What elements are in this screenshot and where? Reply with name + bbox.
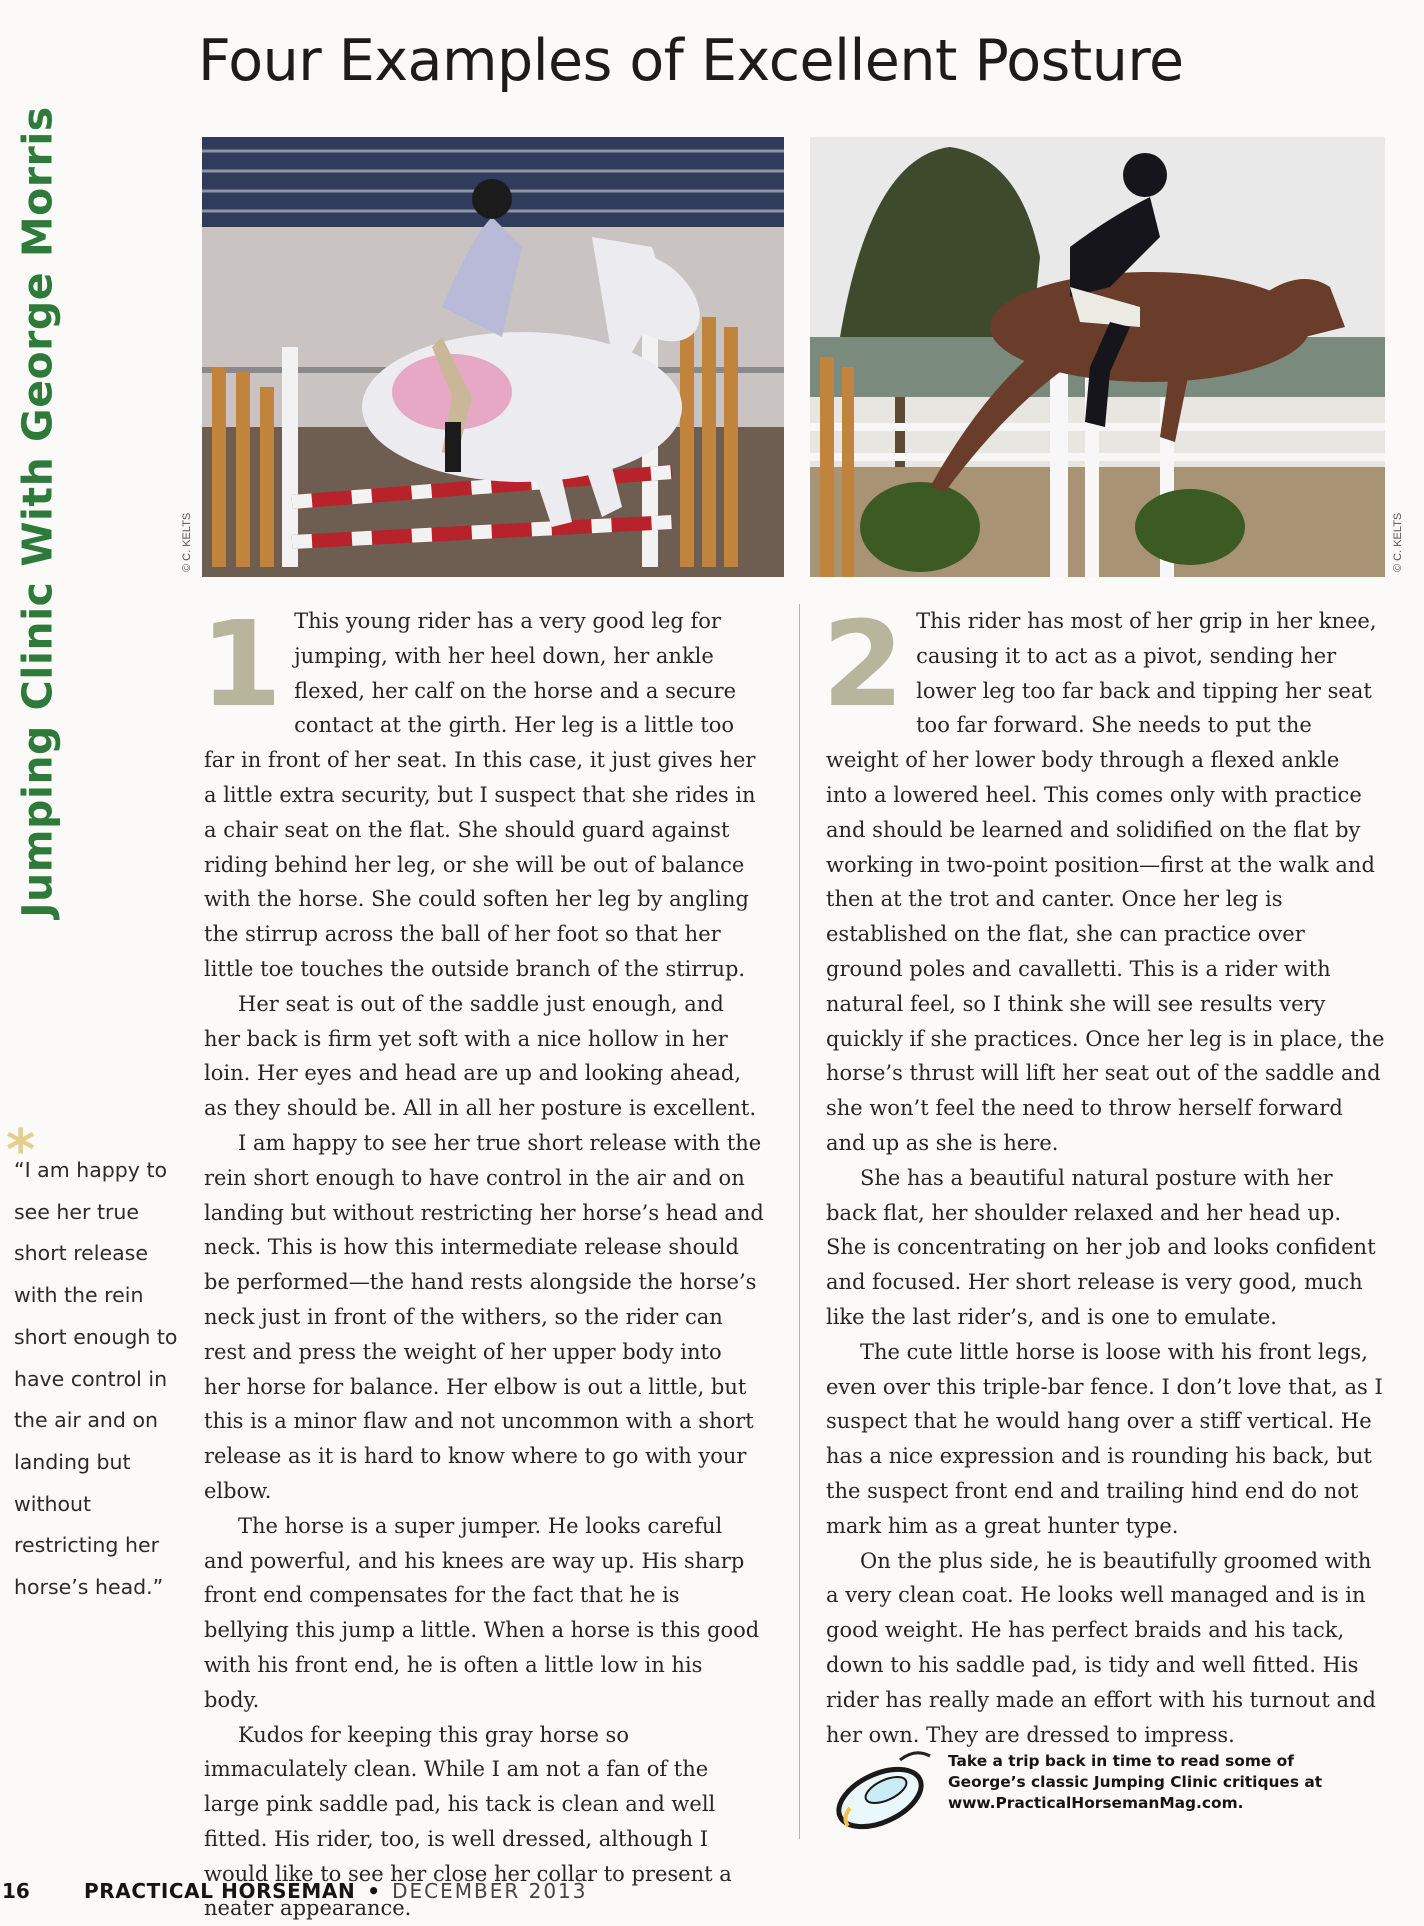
photo-credit-1: © C. KELTS	[181, 513, 193, 572]
photo-bay-horse-jumping	[810, 137, 1385, 577]
critique-1-paragraph-3: I am happy to see her true short release with the rein short enough to have control in the air and on landing but without restricting her horse’s head and neck. This is how this intermediate release should be performed—the hand rests alongside the horse’s neck just in front of the withers, so the rider can rest and press the weight of her upper body into her horse for balance. Her elbow is out a little, but this is a minor flaw and not uncommon with a short release as it is hard to know where to go with your elbow.	[204, 1126, 764, 1509]
critique-2-paragraph-2: She has a beautiful natural posture with her back flat, her shoulder relaxed and her head up. She is concentrating on her job and looks confident and focused. Her short release is very good, much like the last rider’s, and is one to emulate.	[826, 1161, 1386, 1335]
series-title: Jumping Clinic With George Morris	[14, 106, 62, 917]
photo-rider-1	[202, 137, 784, 577]
critique-1	[204, 604, 764, 1926]
critique-number-1: 1	[200, 616, 282, 712]
critique-1-paragraph-2: Her seat is out of the saddle just enough, and her back is firm yet soft with a nice hollow in her loin. Her eyes and head are up and looking ahead, as they should be. All in all her posture is excellent.	[204, 987, 764, 1126]
critique-1-paragraph-1: 1 This young rider has a very good leg for jumping, with her heel down, her ankle flexed, her calf on the horse and a secure contact at the girth. Her leg is a little too far in front of her seat. In this case, it just gives her a little extra security, but I suspect that she rides in a chair seat on the flat. She should guard against riding behind her leg, or she will be out of balance with the horse. She could soften her leg by angling the stirrup across the ball of her foot so that her little toe touches the outside branch of the stirrup.	[204, 604, 764, 987]
page-number: 16	[0, 1879, 84, 1903]
footer-separator: •	[367, 1879, 380, 1903]
critique-1-paragraph-5: Kudos for keeping this gray horse so immaculately clean. While I am not a fan of the large pink saddle pad, his tack is clean and well fitted. His rider, too, is well dressed, although I would like to see her close her collar to present a neater appearance.	[204, 1718, 764, 1926]
asterisk-icon: *	[6, 1118, 35, 1183]
critique-1-paragraph-4: The horse is a super jumper. He looks careful and powerful, and his knees are way up. His sharp front end compensates for the fact that he is bellying this jump a little. When a horse is this good with his front end, he is often a little low in his body.	[204, 1509, 764, 1718]
magazine-name: PRACTICAL HORSEMAN	[84, 1879, 355, 1903]
critique-number-2: 2	[822, 616, 904, 712]
article-title: Four Examples of Excellent Posture	[198, 28, 1184, 94]
computer-mouse-icon	[830, 1748, 940, 1832]
column-divider	[799, 604, 800, 1839]
photo-gray-horse-jumping	[202, 137, 784, 577]
critique-2-paragraph-3: The cute little horse is loose with his front legs, even over this triple-bar fence. I don’t love that, as I suspect that he would hang over a stiff vertical. He has a nice expression and is rounding his back, but the suspect front end and trailing hind end do not mark him as a great hunter type.	[826, 1335, 1386, 1544]
page-footer	[0, 1876, 700, 1906]
series-title-vertical	[8, 22, 68, 1002]
website-promo: Take a trip back in time to read some of George’s classic Jumping Clinic critiques at www.PracticalHorsemanMag.com.	[948, 1751, 1368, 1814]
photo-rider-2	[810, 137, 1385, 577]
photo-credit-2: © C. KELTS	[1392, 513, 1404, 572]
issue-date: DECEMBER 2013	[392, 1879, 587, 1903]
critique-2-paragraph-4: On the plus side, he is beautifully groomed with a very clean coat. He looks well managed and is in good weight. He has perfect braids and his tack, down to his saddle pad, is tidy and well fitted. His rider has really made an effort with his turnout and her own. They are dressed to impress.	[826, 1544, 1386, 1753]
critique-2	[826, 604, 1386, 1752]
pull-quote: “I am happy to see her true short release with the rein short enough to have control in the air and on landing but without restricting her horse’s head.”	[14, 1150, 186, 1609]
critique-2-paragraph-1: 2 This rider has most of her grip in her knee, causing it to act as a pivot, sending her lower leg too far back and tipping her seat too far forward. She needs to put the weight of her lower body through a flexed ankle into a lowered heel. This comes only with practice and should be learned and solidified on the flat by working in two-point position—first at the walk and then at the trot and canter. Once her leg is established on the flat, she can practice over ground poles and cavalletti. This is a rider with natural feel, so I think she will see results very quickly if she practices. Once her leg is in place, the horse’s thrust will lift her seat out of the saddle and she won’t feel the need to throw herself forward and up as she is here.	[826, 604, 1386, 1161]
